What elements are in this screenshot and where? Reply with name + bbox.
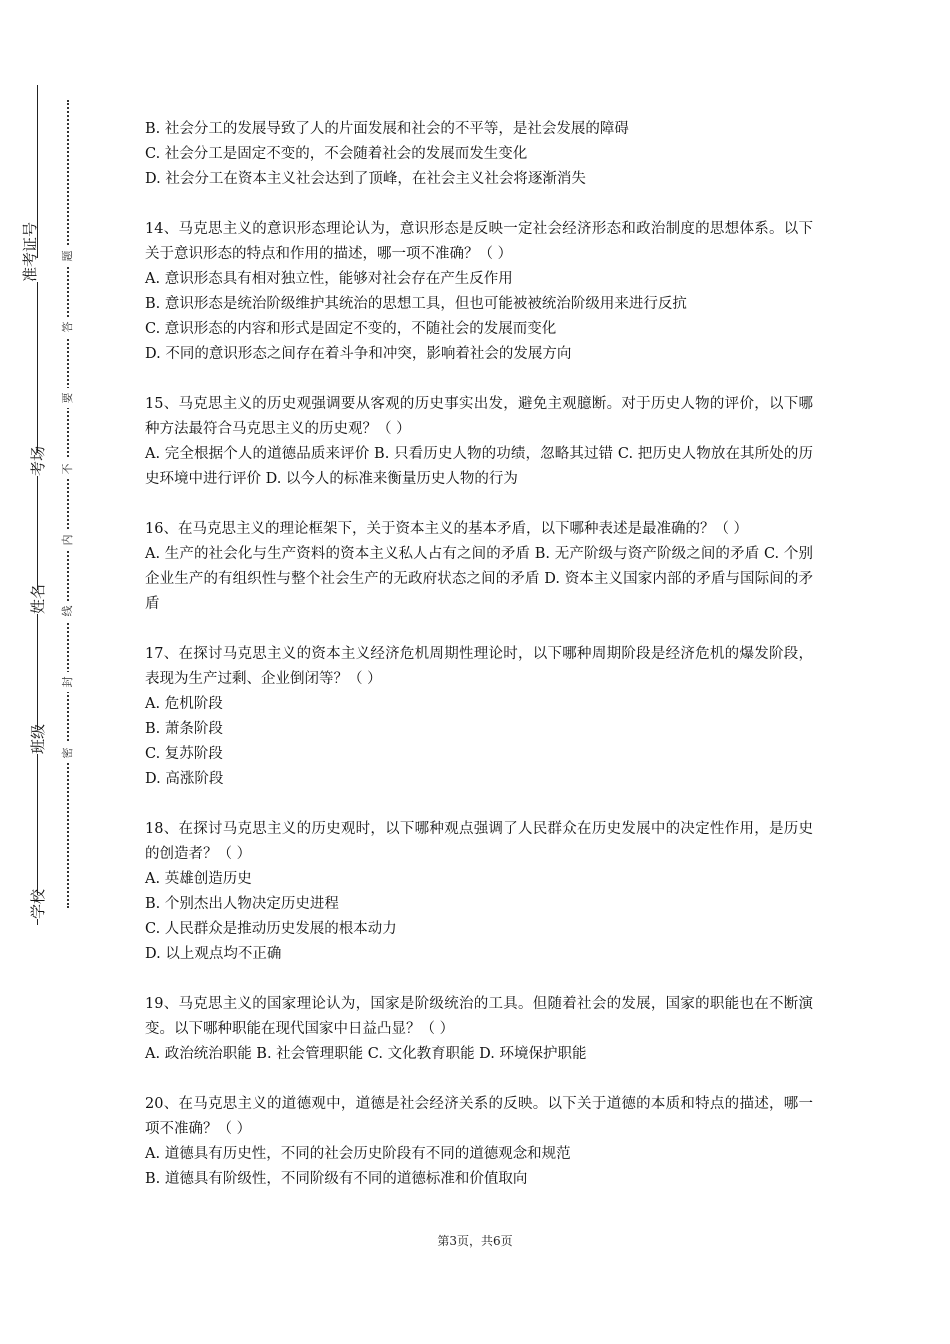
seal-char: 封 xyxy=(61,672,75,692)
question-stem: 18、在探讨马克思主义的历史观时，以下哪种观点强调了人民群众在历史发展中的决定性作用，是历史的创造者？（ ） xyxy=(145,821,813,862)
seal-char: 不 xyxy=(61,459,75,479)
seal-char: 要 xyxy=(61,388,75,408)
seal-char: 内 xyxy=(61,530,75,550)
option-b: B. 意识形态是统治阶级维护其统治的思想工具，但也可能被被统治阶级用来进行反抗 xyxy=(145,296,687,312)
option-b: B. 社会分工的发展导致了人的片面发展和社会的不平等，是社会发展的障碍 xyxy=(145,121,629,137)
binding-margin xyxy=(0,0,120,1344)
field-label-exam-number: 准考证号 xyxy=(18,258,58,282)
question-18 xyxy=(145,817,813,967)
option-b: B. 个别杰出人物决定历史进程 xyxy=(145,896,339,912)
field-label-name: 姓名 xyxy=(26,590,50,614)
page-number: 第3页，共6页 xyxy=(437,1234,513,1248)
option-c: C. 社会分工是固定不变的，不会随着社会的发展而发生变化 xyxy=(145,146,528,162)
question-stem: 16、在马克思主义的理论框架下，关于资本主义的基本矛盾，以下哪种表述是最准确的？（ ） xyxy=(145,521,749,537)
option-d: D. 不同的意识形态之间存在着斗争和冲突，影响着社会的发展方向 xyxy=(145,346,572,362)
option-c: C. 意识形态的内容和形式是固定不变的，不随社会的发展而变化 xyxy=(145,321,557,337)
seal-char: 密 xyxy=(61,743,75,763)
seal-char: 线 xyxy=(61,601,75,621)
question-stem: 15、马克思主义的历史观强调要从客观的历史事实出发，避免主观臆断。对于历史人物的评价，以下哪种方法最符合马克思主义的历史观？（ ） xyxy=(145,396,813,437)
question-stem: 17、在探讨马克思主义的资本主义经济危机周期性理论时，以下哪种周期阶段是经济危机的爆发阶段，表现为生产过剩、企业倒闭等？（ ） xyxy=(145,646,813,687)
options-inline: A. 政治统治职能 B. 社会管理职能 C. 文化教育职能 D. 环境保护职能 xyxy=(145,1046,587,1062)
question-stem: 14、马克思主义的意识形态理论认为，意识形态是反映一定社会经济形态和政治制度的思想体系。以下关于意识形态的特点和作用的描述，哪一项不准确？（ ） xyxy=(145,221,813,262)
option-a: A. 道德具有历史性，不同的社会历史阶段有不同的道德观念和规范 xyxy=(145,1146,571,1162)
option-c: C. 复苏阶段 xyxy=(145,746,223,762)
option-d: D. 社会分工在资本主义社会达到了顶峰，在社会主义社会将逐渐消失 xyxy=(145,171,586,187)
option-d: D. 高涨阶段 xyxy=(145,771,224,787)
question-14 xyxy=(145,217,813,367)
question-13-continuation xyxy=(145,117,813,192)
question-16 xyxy=(145,517,813,617)
question-15 xyxy=(145,392,813,492)
question-20 xyxy=(145,1092,813,1192)
question-stem: 20、在马克思主义的道德观中，道德是社会经济关系的反映。以下关于道德的本质和特点的描述，哪一项不准确？（ ） xyxy=(145,1096,813,1137)
question-17 xyxy=(145,642,813,792)
options-inline: A. 完全根据个人的道德品质来评价 B. 只看历史人物的功绩，忽略其过错 C. 把历史人物放在其所处的历史环境中进行评价 D. 以今人的标准来衡量历史人物的行为 xyxy=(145,446,813,487)
option-d: D. 以上观点均不正确 xyxy=(145,946,282,962)
field-label-class: 班级 xyxy=(26,730,50,754)
question-content xyxy=(145,117,813,1217)
field-label-school: 学校 xyxy=(26,895,50,919)
binding-solid-line xyxy=(37,85,38,925)
field-label-exam-room: 考场 xyxy=(26,452,50,476)
option-b: B. 萧条阶段 xyxy=(145,721,223,737)
options-inline: A. 生产的社会化与生产资料的资本主义私人占有之间的矛盾 B. 无产阶级与资产阶级之间的矛盾 C. 个别企业生产的有组织性与整个社会生产的无政府状态之间的矛盾 D. 资本主义国家内部的矛盾与国际间的矛盾 xyxy=(145,546,813,612)
option-c: C. 人民群众是推动历史发展的根本动力 xyxy=(145,921,397,937)
option-a: A. 意识形态具有相对独立性，能够对社会存在产生反作用 xyxy=(145,271,513,287)
question-19 xyxy=(145,992,813,1067)
option-b: B. 道德具有阶级性，不同阶级有不同的道德标准和价值取向 xyxy=(145,1171,528,1187)
seal-char: 题 xyxy=(61,246,75,266)
option-a: A. 英雄创造历史 xyxy=(145,871,252,887)
binding-dotted-line xyxy=(67,100,69,908)
option-a: A. 危机阶段 xyxy=(145,696,223,712)
question-stem: 19、马克思主义的国家理论认为，国家是阶级统治的工具。但随着社会的发展，国家的职能也在不断演变。以下哪种职能在现代国家中日益凸显？（ ） xyxy=(145,996,813,1037)
seal-char: 答 xyxy=(61,317,75,337)
